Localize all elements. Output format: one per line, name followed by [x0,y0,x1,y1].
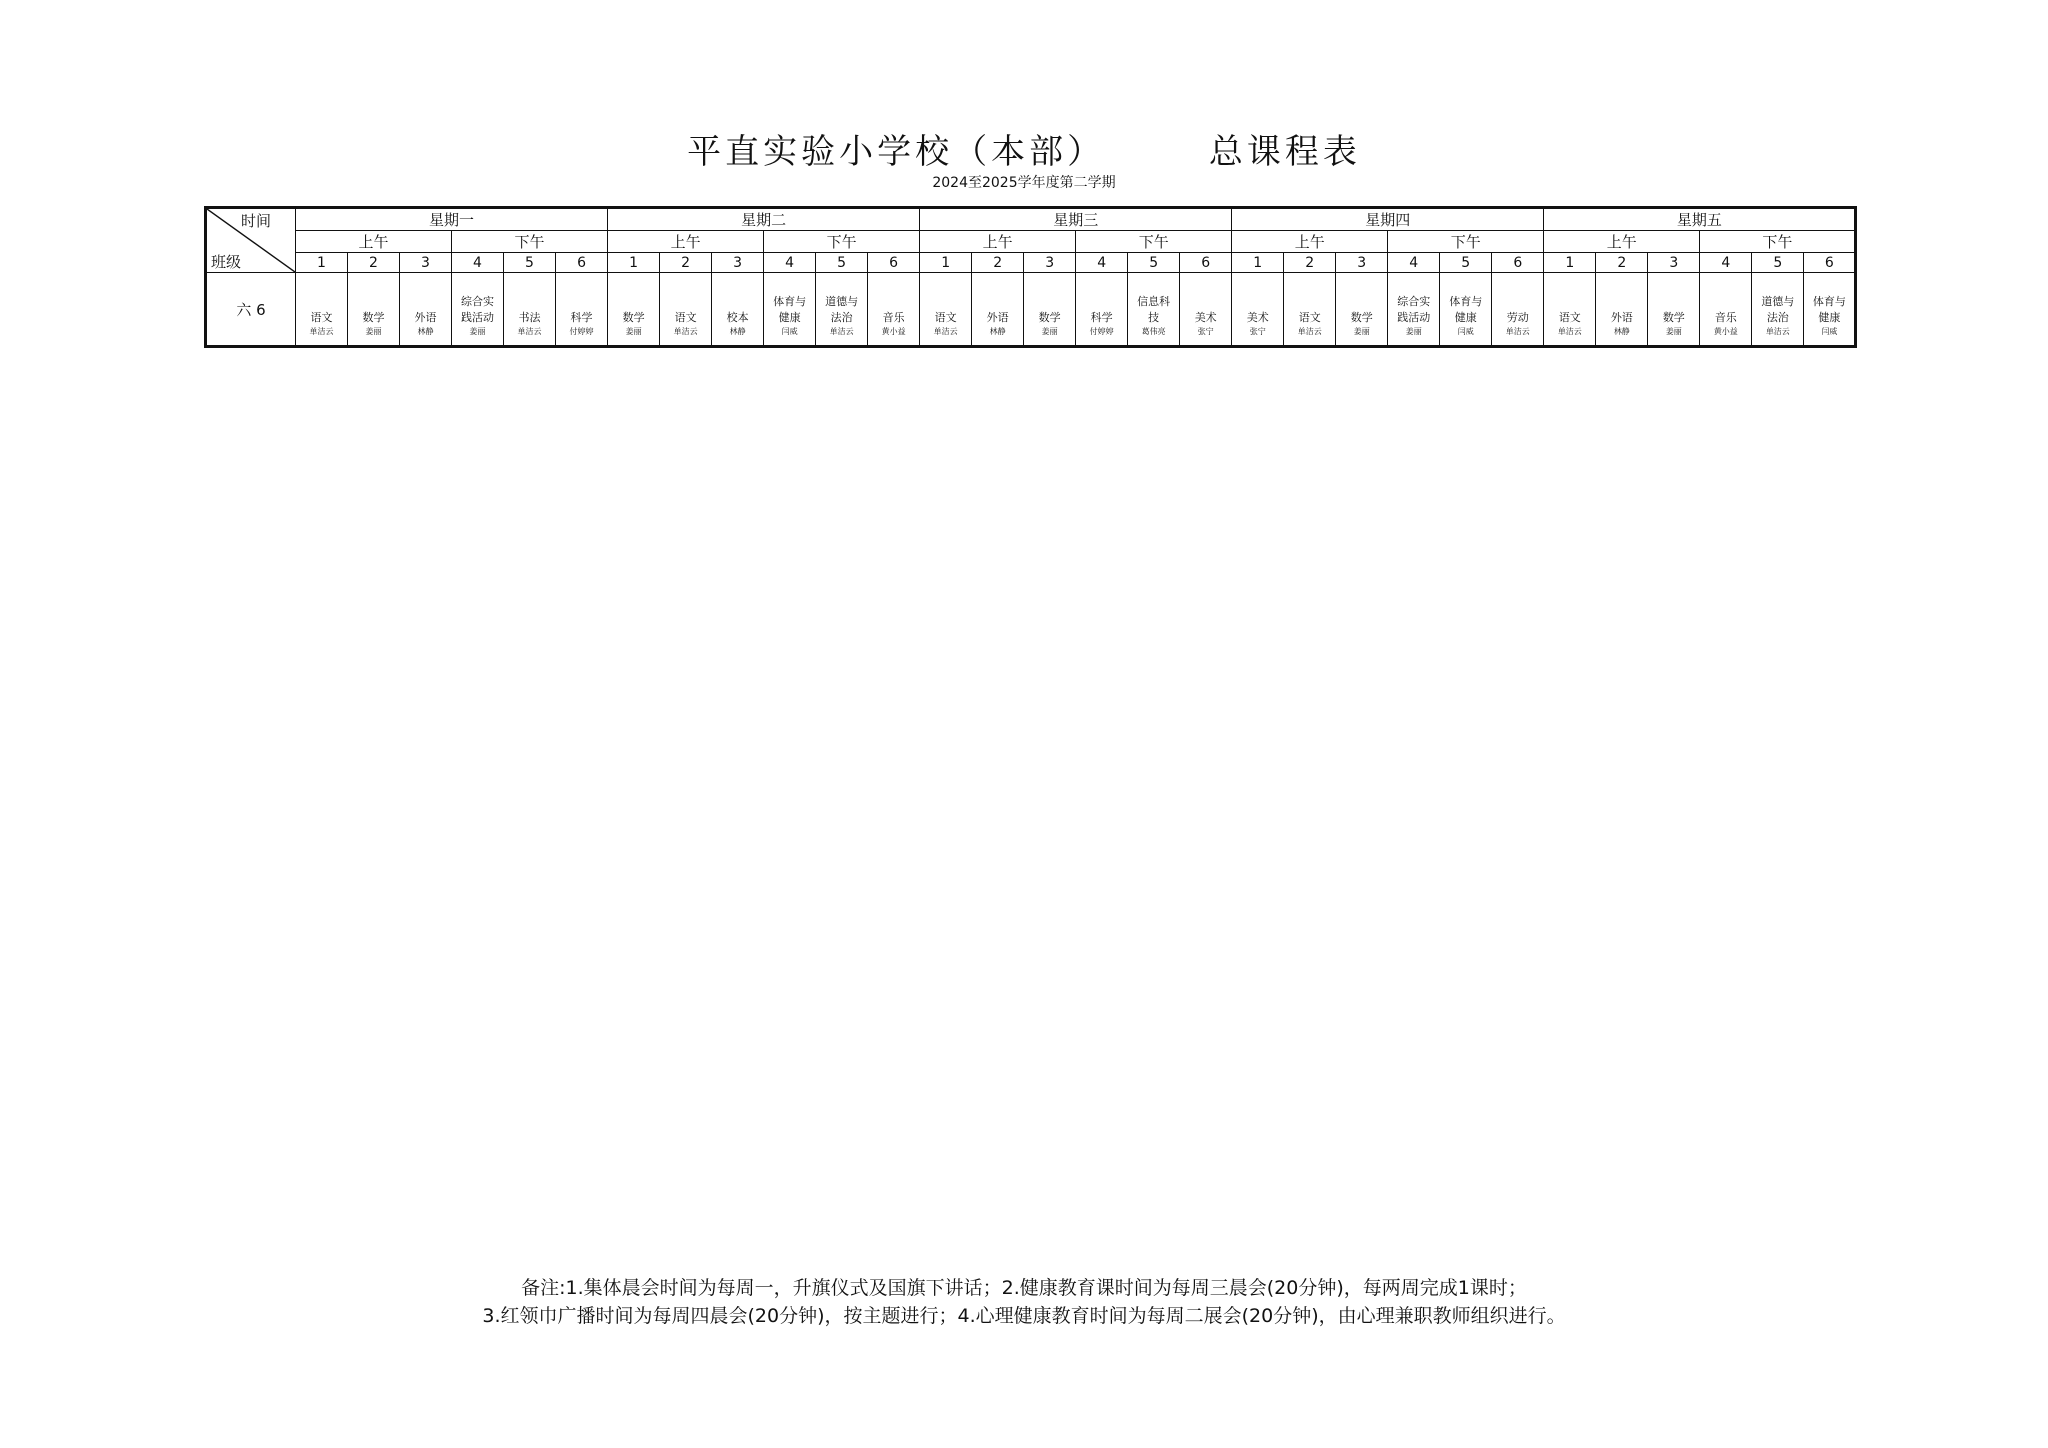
day-header-cell: 星期三 [920,208,1232,231]
subject-name: 音乐 [882,310,905,324]
teacher-name: 单洁云 [673,326,698,336]
period-number-cell: 6 [556,253,608,273]
subject-name: 数学 [1350,310,1373,324]
teacher-name: 单洁云 [1557,326,1582,336]
period-number-cell: 2 [1596,253,1648,273]
subject-name: 书法 [518,310,541,324]
teacher-name: 单洁云 [933,326,958,336]
subject-name: 外语 [986,310,1009,324]
teacher-name: 黄小益 [881,326,906,336]
lesson-cell [712,273,764,347]
teacher-name: 姜丽 [1353,326,1370,336]
teacher-name: 林静 [729,326,746,336]
subject-name: 体育与 健康 [1449,294,1483,324]
lesson-cell [1492,273,1544,347]
period-number-cell: 3 [1648,253,1700,273]
lesson-cell [348,273,400,347]
period-number-cell: 4 [452,253,504,273]
corner-class-label: 班级 [211,253,242,271]
teacher-name: 单洁云 [829,326,854,336]
period-number-cell: 4 [1700,253,1752,273]
period-number-cell: 3 [400,253,452,273]
teacher-name: 姜丽 [1665,326,1682,336]
lesson-cell [1700,273,1752,347]
period-number-cell: 4 [1388,253,1440,273]
subject-name: 音乐 [1714,310,1737,324]
period-number-cell: 1 [296,253,348,273]
period-number-cell: 1 [1544,253,1596,273]
period-number-cell: 3 [1336,253,1388,273]
period-number-cell: 2 [660,253,712,273]
teacher-name: 闫威 [1821,326,1838,336]
lesson-cell [296,273,348,347]
half-day-header-cell: 下午 [1388,231,1544,253]
period-number-cell: 2 [348,253,400,273]
teacher-name: 张宁 [1197,326,1214,336]
period-number-cell: 6 [1804,253,1856,273]
period-number-cell: 6 [1492,253,1544,273]
lesson-cell [1388,273,1440,347]
subject-name: 语文 [674,310,697,324]
half-day-header-row [206,231,1856,253]
period-number-cell: 5 [1752,253,1804,273]
teacher-name: 张宁 [1249,326,1266,336]
teacher-name: 黄小益 [1713,326,1738,336]
half-day-header-cell: 上午 [1232,231,1388,253]
teacher-name: 单洁云 [1505,326,1530,336]
lesson-cell [1076,273,1128,347]
teacher-name: 林静 [417,326,434,336]
half-day-header-cell: 下午 [1700,231,1856,253]
half-day-header-cell: 上午 [1544,231,1700,253]
subject-name: 道德与 法治 [825,294,859,324]
half-day-header-cell: 下午 [764,231,920,253]
subject-name: 语文 [310,310,333,324]
corner-time-label: 时间 [240,212,271,230]
period-number-cell: 5 [1128,253,1180,273]
period-number-cell: 2 [1284,253,1336,273]
half-day-header-cell: 下午 [452,231,608,253]
lesson-cell [1232,273,1284,347]
subject-name: 劳动 [1506,310,1529,324]
teacher-name: 单洁云 [517,326,542,336]
lesson-cell [1648,273,1700,347]
teacher-name: 姜丽 [625,326,642,336]
day-header-cell: 星期二 [608,208,920,231]
schedule-table [204,206,1857,348]
lesson-cell [660,273,712,347]
period-number-cell: 3 [712,253,764,273]
period-number-cell: 5 [816,253,868,273]
subject-name: 数学 [1662,310,1685,324]
day-header-cell: 星期一 [296,208,608,231]
teacher-name: 闫威 [1457,326,1474,336]
subject-name: 校本 [726,310,749,324]
half-day-header-cell: 上午 [296,231,452,253]
subject-name: 综合实 践活动 [461,294,494,324]
lesson-cell [764,273,816,347]
teacher-name: 姜丽 [1041,326,1058,336]
period-number-cell: 3 [1024,253,1076,273]
lesson-cell [972,273,1024,347]
teacher-name: 单洁云 [1765,326,1790,336]
teacher-name: 林静 [1613,326,1630,336]
subject-name: 数学 [622,310,645,324]
day-header-cell: 星期四 [1232,208,1544,231]
period-number-cell: 2 [972,253,1024,273]
day-header-row [206,208,1856,231]
corner-header-cell [206,208,296,273]
class-name-cell: 六 6 [206,273,296,347]
teacher-name: 闫威 [781,326,798,336]
subject-name: 科学 [570,310,593,324]
subject-name: 语文 [1298,310,1321,324]
lesson-cell [1180,273,1232,347]
period-number-cell: 4 [1076,253,1128,273]
lesson-cell [608,273,660,347]
lesson-cell [1440,273,1492,347]
subject-name: 体育与 健康 [773,294,807,324]
remark-line-1: 备注:1.集体晨会时间为每周一，升旗仪式及国旗下讲话；2.健康教育课时间为每周三晨会(20分钟)，每两周完成1课时； [521,1277,1527,1299]
period-header-row [206,253,1856,273]
lesson-cell [1128,273,1180,347]
lesson-cell [1284,273,1336,347]
subject-name: 数学 [1038,310,1061,324]
lesson-cell [556,273,608,347]
period-number-cell: 1 [608,253,660,273]
period-number-cell: 4 [764,253,816,273]
half-day-header-cell: 下午 [1076,231,1232,253]
lesson-cell [452,273,504,347]
period-number-cell: 1 [920,253,972,273]
teacher-name: 葛伟亮 [1141,326,1166,336]
lesson-cell [1804,273,1856,347]
subject-name: 外语 [1610,310,1633,324]
teacher-name: 付婷婷 [569,326,594,336]
teacher-name: 姜丽 [469,326,486,336]
lesson-cell [1336,273,1388,347]
subject-name: 语文 [1558,310,1581,324]
teacher-name: 单洁云 [309,326,334,336]
subject-name: 美术 [1246,310,1269,324]
teacher-name: 林静 [989,326,1006,336]
period-number-cell: 5 [1440,253,1492,273]
subject-name: 数学 [362,310,385,324]
lesson-cell [1596,273,1648,347]
lesson-cell [1544,273,1596,347]
lesson-cell [1024,273,1076,347]
remark-line-2: 3.红领巾广播时间为每周四晨会(20分钟)，按主题进行；4.心理健康教育时间为每周二展会(20分钟)，由心理兼职教师组织进行。 [482,1305,1566,1327]
subject-name: 综合实 践活动 [1397,294,1431,324]
period-number-cell: 1 [1232,253,1284,273]
subject-name: 美术 [1194,310,1217,324]
lesson-cell [920,273,972,347]
teacher-name: 单洁云 [1297,326,1322,336]
subject-name: 科学 [1090,310,1113,324]
subject-name: 外语 [414,310,437,324]
half-day-header-cell: 上午 [608,231,764,253]
subject-name: 体育与 健康 [1812,294,1846,324]
teacher-name: 姜丽 [365,326,382,336]
lesson-cell [816,273,868,347]
page-title: 平直实验小学校（本部） 总课程表 [687,132,1361,172]
class-row [206,273,1856,347]
semester-subtitle: 2024至2025学年度第二学期 [932,175,1116,191]
day-header-cell: 星期五 [1544,208,1856,231]
lesson-cell [504,273,556,347]
lesson-cell [1752,273,1804,347]
period-number-cell: 6 [1180,253,1232,273]
subject-name: 语文 [934,310,957,324]
subject-name: 道德与 法治 [1761,294,1795,324]
half-day-header-cell: 上午 [920,231,1076,253]
lesson-cell [868,273,920,347]
period-number-cell: 6 [868,253,920,273]
teacher-name: 姜丽 [1405,326,1422,336]
lesson-cell [400,273,452,347]
subject-name: 信息科 技 [1137,294,1171,324]
period-number-cell: 5 [504,253,556,273]
teacher-name: 付婷婷 [1089,326,1114,336]
